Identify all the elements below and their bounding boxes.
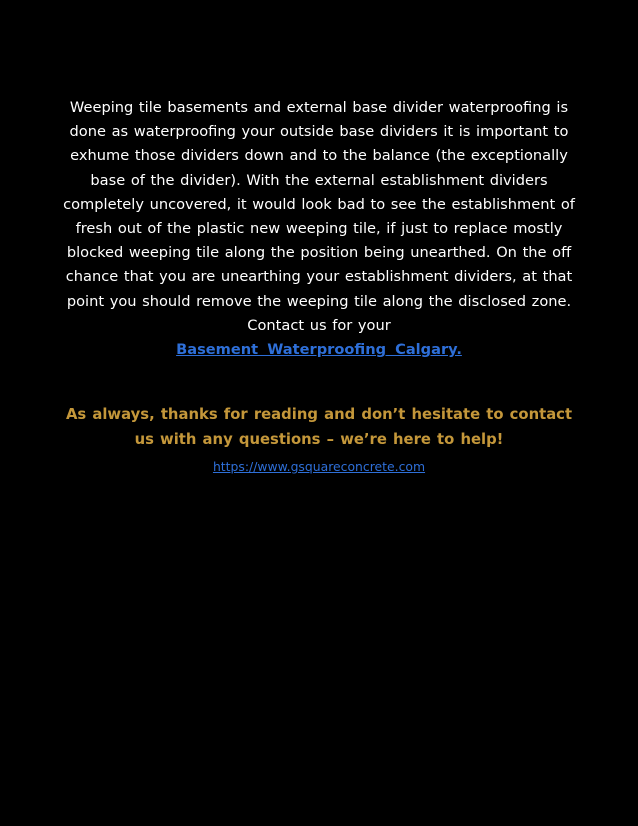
closing-message: As always, thanks for reading and don’t hesitate to contact us with any questions – we’re here to help! bbox=[65, 406, 573, 448]
paragraph-text: Weeping tile basements and external base divider waterproofing is done as waterproofing your outside base dividers it is important to exhume those dividers down and to the balance (the exceptionally base of the divider). With the external establishment dividers completely uncovered, it would look bad to see the establishment of fresh out of the plastic new weeping tile, if just to replace mostly blocked weeping tile along the position being unearthed. On the off chance that you are unearthing your establishment dividers, at that point you should remove the weeping tile along the disclosed zone. Contact us for your bbox=[63, 99, 575, 334]
website-line bbox=[0, 458, 638, 476]
body-paragraph bbox=[62, 96, 576, 362]
website-link[interactable]: https://www.gsquareconcrete.com bbox=[212, 459, 426, 474]
basement-waterproofing-link[interactable]: Basement Waterproofing Calgary. bbox=[176, 341, 462, 359]
